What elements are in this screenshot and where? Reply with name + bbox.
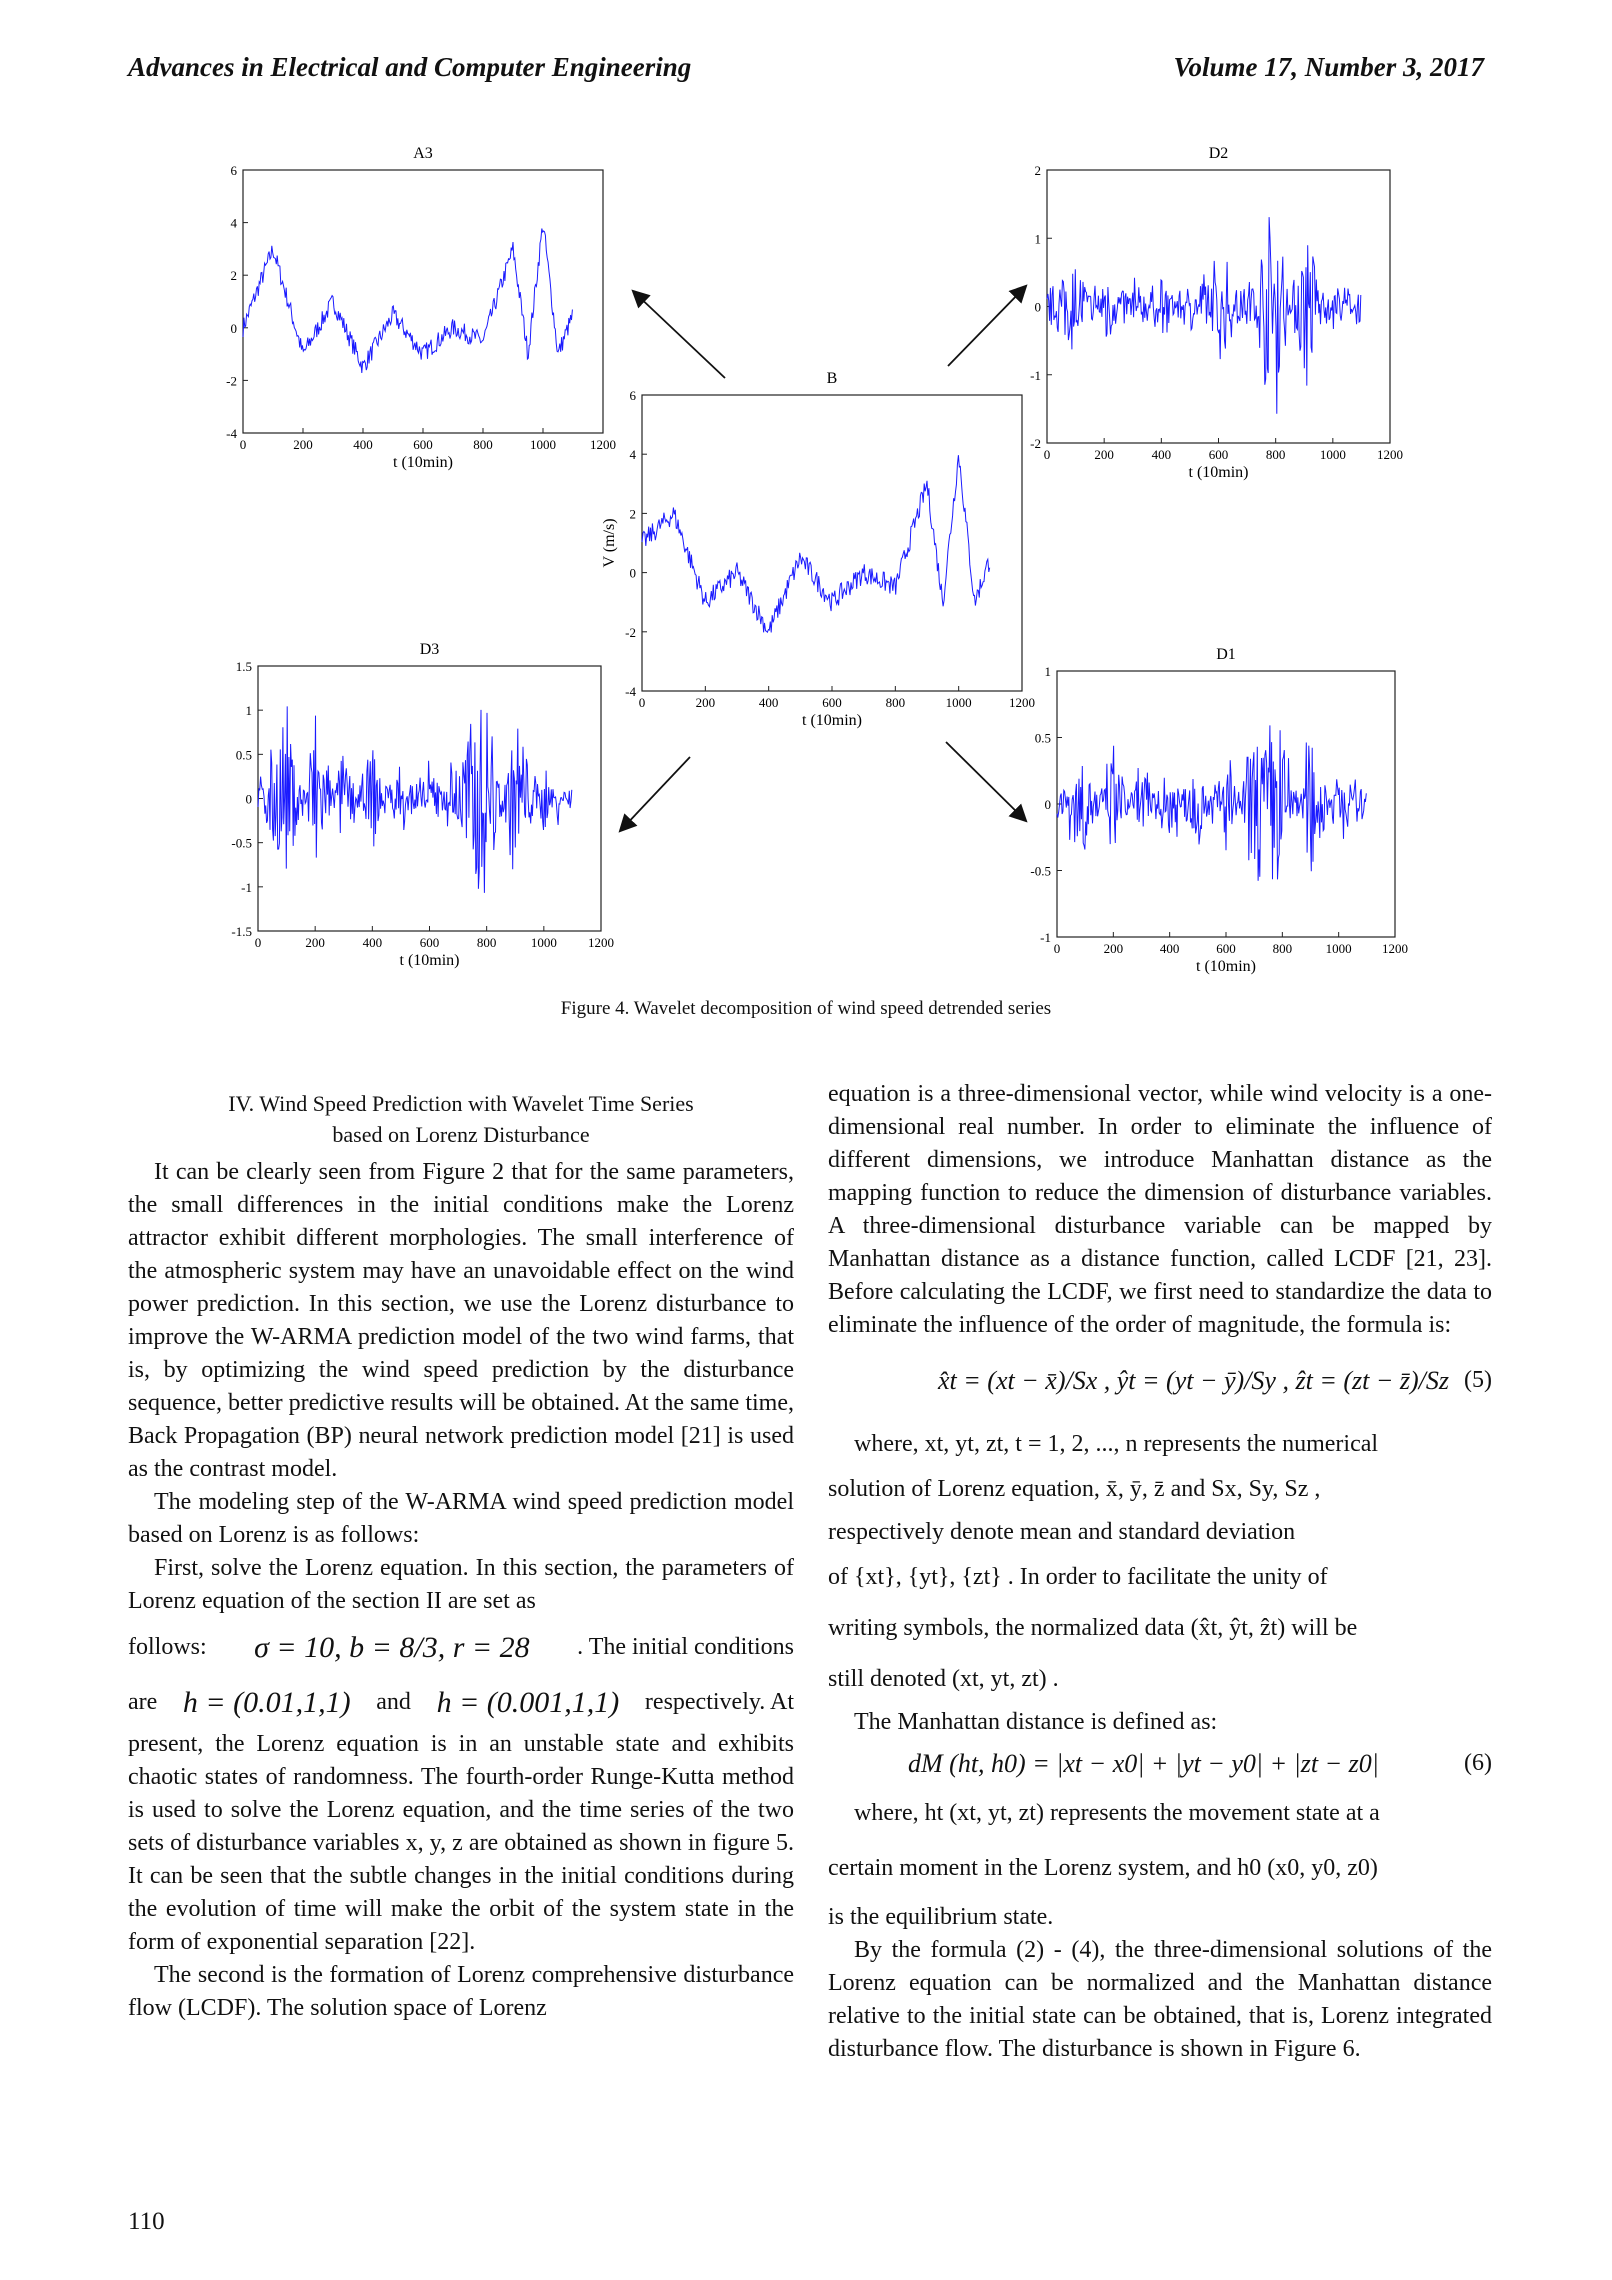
paragraph: certain moment in the Lorenz system, and h0 (x0, y0, z0): [828, 1855, 1378, 1881]
y-tick-label: 6: [629, 388, 636, 403]
paragraph: is the equilibrium state.: [828, 1904, 1054, 1930]
paragraph: present, the Lorenz equation is in an unstable state and exhibits chaotic states of randomness. The fourth-order Runge-Kutta method is used to solve the Lorenz equation, and the time series of the two sets of disturbance variables x, y, z are obtained as shown in figure 5. It can be seen that the subtle changes in the initial conditions during the evolution of time will make the orbit of the system state in the form of exponential separation [22].: [128, 1731, 794, 1955]
page-number: 110: [128, 2208, 165, 2235]
y-tick-label: 0: [245, 791, 252, 807]
x-tick-label: 800: [473, 437, 493, 452]
y-tick-label: -2: [226, 373, 237, 389]
x-tick-label: 800: [1272, 941, 1293, 956]
chart-title: D2: [1208, 145, 1229, 162]
x-tick-label: 1000: [1319, 447, 1346, 462]
left-column: [128, 1088, 794, 2025]
chart-title: A3: [413, 145, 433, 162]
x-tick-label: 800: [1265, 447, 1286, 462]
y-tick-label: 0: [1044, 797, 1051, 812]
equation-6: [828, 1739, 1492, 1791]
x-tick-label: 1200: [1009, 695, 1035, 710]
y-tick-label: -4: [625, 684, 636, 699]
x-tick-label: 1000: [1325, 941, 1352, 956]
initial-text: . The initial conditions: [577, 1633, 794, 1660]
x-tick-label: 600: [419, 935, 440, 950]
section-heading: [128, 1088, 794, 1150]
arrow-to-d1: [946, 742, 1025, 820]
x-tick-label: 200: [695, 695, 716, 710]
x-tick-label: 200: [1094, 447, 1114, 462]
x-tick-label: 0: [1053, 941, 1061, 956]
x-tick-label: 800: [885, 695, 906, 710]
x-tick-label: 400: [1159, 941, 1180, 956]
x-tick-label: 400: [362, 935, 383, 950]
chart-title: D3: [419, 641, 440, 658]
arrow-to-a3: [634, 292, 725, 378]
paragraph: still denoted (xt, yt, zt) .: [828, 1666, 1059, 1692]
y-tick-label: -1.5: [231, 924, 252, 939]
x-tick-label: 600: [413, 437, 433, 452]
params-line: [128, 1618, 794, 1676]
figure-caption: Figure 4. Wavelet decomposition of wind speed detrended series: [560, 998, 1052, 1019]
x-tick-label: 1000: [530, 437, 556, 452]
chart-title: B: [826, 370, 838, 387]
section-heading-line-1: IV. Wind Speed Prediction with Wavelet Time Series: [228, 1091, 694, 1116]
y-tick-label: 0: [230, 320, 237, 336]
respectively-text: respectively. At: [644, 1688, 794, 1715]
x-tick-label: 600: [1216, 941, 1236, 956]
x-tick-label: 0: [1043, 447, 1051, 462]
figure-arrows: [0, 0, 1612, 1000]
x-axis-label: t (10min): [802, 712, 862, 729]
x-axis-label: t (10min): [1196, 958, 1256, 975]
paragraph: The second is the formation of Lorenz comprehensive disturbance flow (LCDF). The solution space of Lorenz: [128, 1962, 794, 2021]
y-tick-label: 6: [230, 163, 237, 178]
y-tick-label: 0: [629, 565, 636, 581]
y-tick-label: -1: [241, 879, 252, 895]
y-tick-label: 1: [1044, 664, 1051, 679]
paragraph: First, solve the Lorenz equation. In this section, the parameters of Lorenz equation of the section II are set as: [128, 1555, 794, 1614]
x-tick-label: 0: [638, 695, 646, 710]
y-tick-label: 0.5: [1034, 730, 1051, 746]
right-column: [828, 1078, 1492, 2066]
y-tick-label: 0.5: [235, 747, 252, 763]
paragraph: where, ht (xt, yt, zt) represents the movement state at a: [854, 1800, 1380, 1826]
x-tick-label: 200: [293, 437, 313, 452]
x-tick-label: 1200: [588, 935, 614, 950]
paragraph: The modeling step of the W-ARMA wind speed prediction model based on Lorenz is as follows:: [128, 1489, 794, 1548]
y-tick-label: -2: [625, 624, 636, 640]
y-tick-label: 2: [230, 268, 237, 284]
y-tick-label: 2: [1034, 163, 1041, 178]
y-tick-label: 1: [245, 703, 252, 719]
x-tick-label: 200: [305, 935, 325, 950]
initial-conditions-line: [128, 1676, 794, 1728]
follows-text: follows:: [128, 1633, 207, 1660]
y-tick-label: -1: [1030, 367, 1041, 383]
x-tick-label: 400: [1151, 447, 1172, 462]
paragraph: writing symbols, the normalized data (x̂t, ŷt, ẑt) will be: [828, 1615, 1358, 1641]
initial-condition-2: h = (0.001,1,1): [436, 1685, 620, 1719]
x-tick-label: 800: [476, 935, 497, 950]
section-heading-line-2: based on Lorenz Disturbance: [332, 1122, 590, 1147]
volume-info: Volume 17, Number 3, 2017: [1173, 52, 1484, 82]
and-text: and: [376, 1688, 411, 1715]
x-tick-label: 600: [822, 695, 842, 710]
x-tick-label: 400: [758, 695, 779, 710]
equation-5-number: (5): [1464, 1367, 1492, 1393]
y-tick-label: 2: [629, 506, 636, 522]
y-tick-label: -0.5: [1030, 863, 1051, 879]
x-axis-label: t (10min): [399, 952, 460, 969]
x-tick-label: 1200: [590, 437, 616, 452]
y-tick-label: 1.5: [235, 659, 252, 674]
are-text: are: [128, 1688, 158, 1715]
equation-5-body: x̂t = (xt − x̄)/Sx , ŷt = (yt − ȳ)/Sy , ẑt = (zt − z̄)/Sz: [938, 1366, 1450, 1395]
paragraph: where, xt, yt, zt, t = 1, 2, ..., n represents the numerical: [854, 1431, 1379, 1457]
x-tick-label: 200: [1103, 941, 1124, 956]
paragraph: The Manhattan distance is defined as:: [854, 1709, 1218, 1735]
y-tick-label: 4: [629, 447, 636, 463]
lorenz-params: σ = 10, b = 8/3, r = 28: [254, 1630, 530, 1664]
y-tick-label: -2: [1030, 436, 1041, 451]
y-tick-label: 0: [1034, 299, 1041, 315]
arrow-to-d3: [621, 757, 690, 830]
x-tick-label: 400: [353, 437, 373, 452]
equation-6-body: dM (ht, h0) = |xt − x0| + |yt − y0| + |zt − z0|: [908, 1749, 1379, 1778]
paragraph: respectively denote mean and standard deviation: [828, 1519, 1296, 1545]
initial-condition-1: h = (0.01,1,1): [182, 1685, 351, 1719]
x-tick-label: 0: [239, 437, 247, 452]
equation-6-number: (6): [1464, 1750, 1492, 1776]
paragraph: equation is a three-dimensional vector, while wind velocity is a one-dimensional real number. In order to eliminate the influence of different dimensions, we introduce Manhattan distance as the mapping function to reduce the dimension of disturbance variables. A three-dimensional disturbance variable can be mapped by Manhattan distance as a distance function, called LCDF [21, 23]. Before calculating the LCDF, we first need to standardize the data to eliminate the influence of the order of magnitude, the formula is:: [828, 1081, 1492, 1338]
journal-title: Advances in Electrical and Computer Engineering: [128, 52, 692, 82]
x-tick-label: 1000: [530, 935, 557, 950]
y-tick-label: 1: [1034, 231, 1041, 247]
x-tick-label: 1000: [945, 695, 972, 710]
x-axis-label: t (10min): [1188, 464, 1249, 481]
paragraph: It can be clearly seen from Figure 2 that for the same parameters, the small differences in the initial conditions make the Lorenz attractor exhibit different morphologies. The small interference of the atmospheric system may have an unavoidable effect on the wind power prediction. In this section, we use the Lorenz disturbance to improve the W-ARMA prediction model of the two wind farms, that is, by optimizing the wind speed prediction by the disturbance sequence, better predictive results will be obtained. At the same time, Back Propagation (BP) neural network prediction model [21] is used as the contrast model.: [128, 1159, 794, 1482]
arrow-to-d2: [948, 287, 1025, 366]
paragraph: of {xt}, {yt}, {zt} . In order to facilitate the unity of: [828, 1564, 1328, 1590]
x-tick-label: 0: [254, 935, 262, 950]
x-tick-label: 1200: [1377, 447, 1403, 462]
y-tick-label: -1: [1040, 930, 1051, 945]
y-tick-label: -4: [226, 426, 237, 441]
chart-title: D1: [1216, 646, 1236, 663]
equation-5: [828, 1342, 1492, 1422]
y-axis-label: V (m/s): [601, 518, 618, 568]
paragraph: By the formula (2) - (4), the three-dimensional solutions of the Lorenz equation can be normalized and the Manhattan distance relative to the initial state can be obtained, that is, Lorenz integrated disturbance flow. The disturbance is shown in Figure 6.: [828, 1937, 1492, 2062]
y-tick-label: 4: [230, 215, 237, 231]
x-tick-label: 1200: [1382, 941, 1408, 956]
y-tick-label: -0.5: [231, 835, 252, 851]
paragraph: solution of Lorenz equation, x̄, ȳ, z̄ and Sx, Sy, Sz ,: [828, 1476, 1321, 1502]
x-axis-label: t (10min): [393, 454, 453, 471]
x-tick-label: 600: [1208, 447, 1229, 462]
